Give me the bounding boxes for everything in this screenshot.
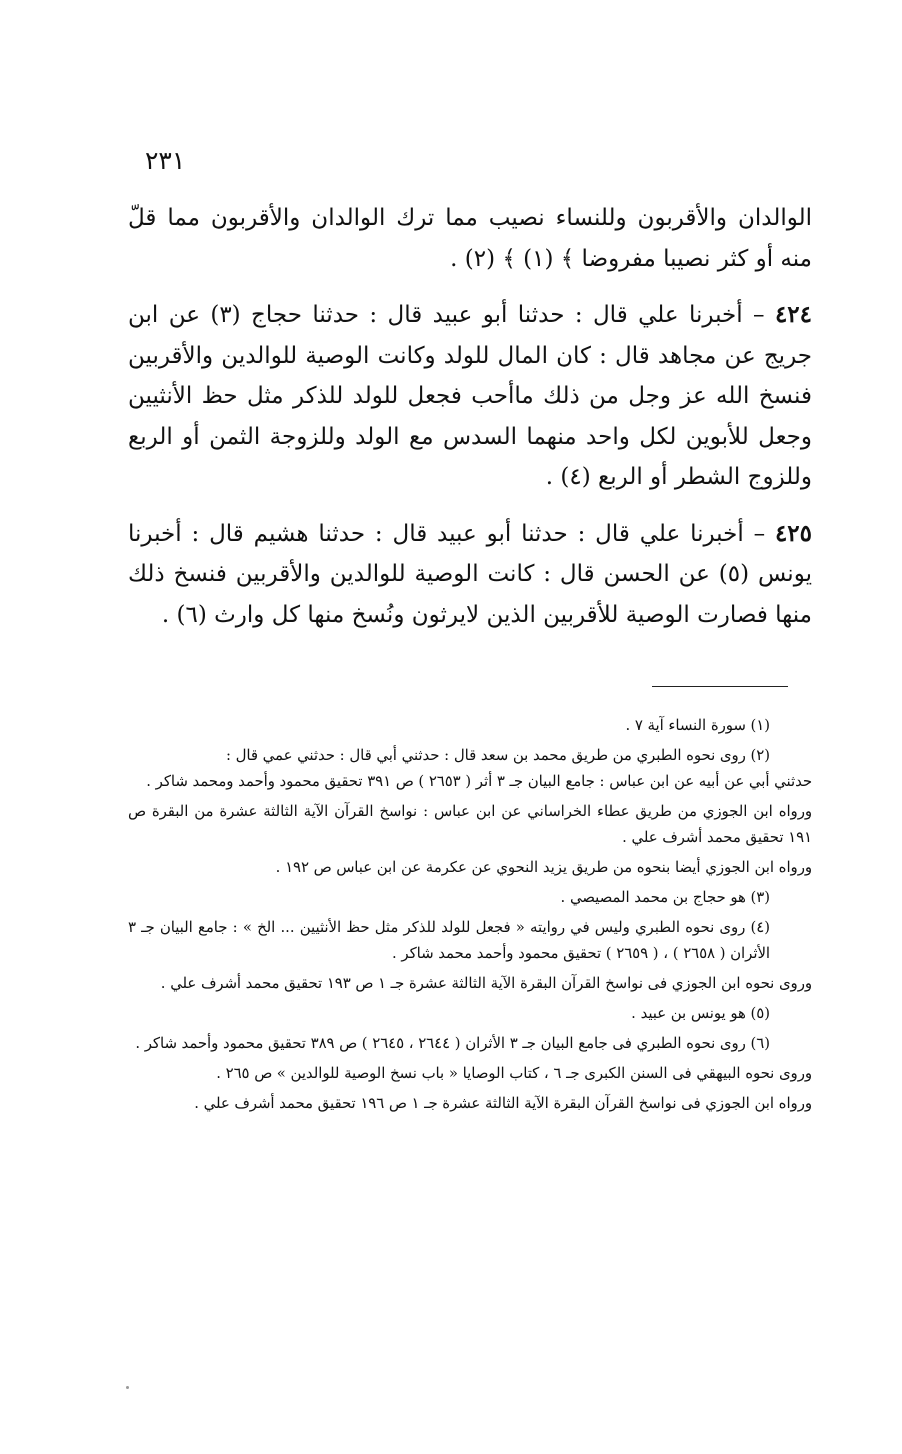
scan-speck [126, 1386, 129, 1389]
paragraph-quran-verse: الوالدان والأقربون وللنساء نصيب مما ترك الوالدان والأقربون مما قلّ منه أو كثر نصيبا مفروضا ﴾ (١) ﴾ (٢) . [128, 205, 812, 272]
footnote: ورواه ابن الجوزي أيضا بنحوه من طريق يزيد النحوي عن عكرمة عن ابن عباس ص ١٩٢ . [275, 859, 812, 876]
footnote: (٣) هو حجاج بن محمد المصيصي . [560, 889, 770, 906]
main-text [128, 198, 812, 635]
footnote: وروى نحوه البيهقي فى السنن الكبرى جـ ٦ ، كتاب الوصايا « باب نسخ الوصية للوالدين » ص ٢٦٥ . [216, 1065, 812, 1082]
paragraph-424 [128, 295, 812, 498]
footnotes [128, 713, 812, 1121]
footnote: وروى نحوه ابن الجوزي فى نواسخ القرآن البقرة الآية الثالثة عشرة جـ ١ ص ١٩٣ تحقيق محمد أشرف علي . [160, 975, 812, 992]
footnote: (٥) هو يونس بن عبيد . [631, 1005, 770, 1022]
page-number: ٢٣١ [145, 146, 186, 175]
footnote: (١) سورة النساء آية ٧ . [625, 717, 770, 734]
paragraph-425 [128, 514, 812, 636]
narration-text: – أخبرنا علي قال : حدثنا أبو عبيد قال : حدثنا حجاج (٣) عن ابن جريج عن مجاهد قال : كان المال للولد وكانت الوصية للوالدين والأقربين فنسخ الله عز وجل من ذلك ماأحب فجعل للولد للذكر مثل حظ الأنثيين وجعل للأبوين لكل واحد منهما السدس مع الولد وللزوجة الثمن أو الربع وللزوج الشطر أو الربع (٤) . [128, 302, 812, 490]
footnote: (٤) روى نحوه الطبري وليس في روايته « فجعل للولد للذكر مثل حظ الأنثيين ... الخ » : جامع البيان جـ ٣ الأثران ( ٢٦٥٨ ) ، ( ٢٦٥٩ ) تحقيق محمود وأحمد محمد شاكر . [128, 919, 770, 962]
footnote: (٢) روى نحوه الطبري من طريق محمد بن سعد قال : حدثني أبي قال : حدثني عمي قال : [225, 747, 770, 764]
narration-number: ٤٢٤ [774, 301, 812, 328]
footnote: (٦) روى نحوه الطبري فى جامع البيان جـ ٣ الأثران ( ٢٦٤٤ ، ٢٦٤٥ ) ص ٣٨٩ تحقيق محمود وأحمد شاكر . [135, 1035, 770, 1052]
narration-number: ٤٢٥ [774, 519, 812, 547]
footnote-separator [652, 686, 788, 687]
footnote: ورواه ابن الجوزي فى نواسخ القرآن البقرة الآية الثالثة عشرة جـ ١ ص ١٩٦ تحقيق محمد أشرف علي . [194, 1095, 812, 1112]
footnote: حدثني أبي عن أبيه عن ابن عباس : جامع البيان جـ ٣ أثر ( ٢٦٥٣ ) ص ٣٩١ تحقيق محمود وأحمد ومحمد شاكر . [146, 773, 812, 790]
narration-text: – أخبرنا علي قال : حدثنا أبو عبيد قال : حدثنا هشيم قال : أخبرنا يونس (٥) عن الحسن قال : كانت الوصية للوالدين والأقربين فنسخ ذلك منها فصارت الوصية للأقربين الذين لايرثون ونُسخ منها كل وارث (٦) . [128, 520, 812, 628]
footnote: ورواه ابن الجوزي من طريق عطاء الخراساني عن ابن عباس : نواسخ القرآن الآية الثالثة عشرة من البقرة ص ١٩١ تحقيق محمد أشرف علي . [128, 803, 812, 846]
